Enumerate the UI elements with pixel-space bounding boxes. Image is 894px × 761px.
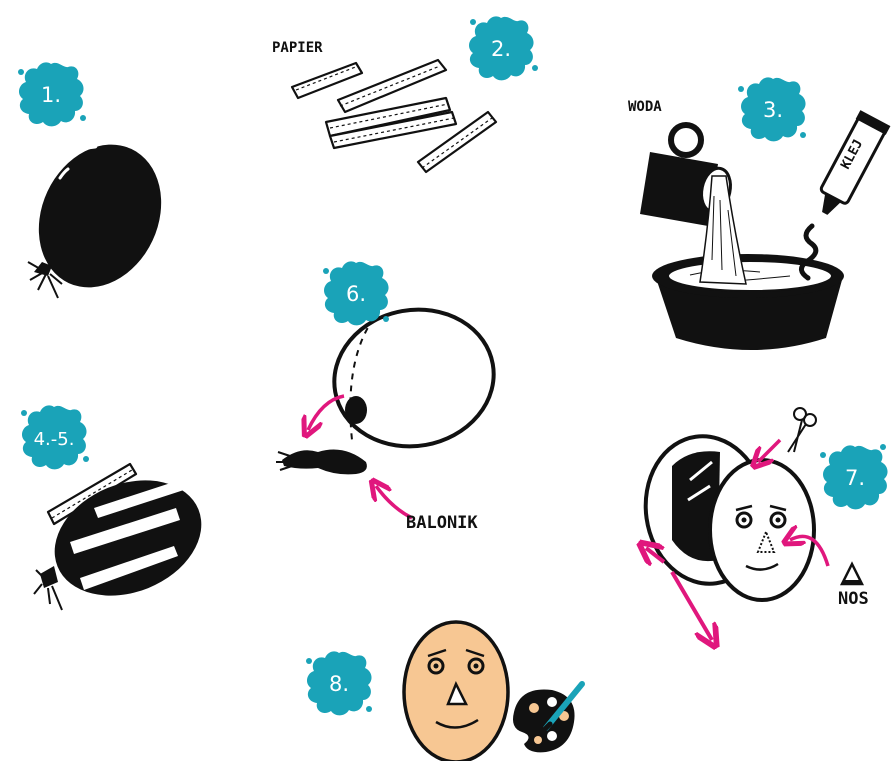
step-badge-1 (18, 62, 86, 126)
step-number-7: 7. (844, 466, 866, 490)
step-4-5-papered-balloon-icon (34, 459, 219, 616)
step-8-painted-mask-icon (404, 622, 582, 761)
step-number-6: 6. (345, 282, 367, 306)
step-number-4-5: 4.-5. (33, 429, 75, 450)
cone-nose-icon (842, 564, 862, 584)
step-1-balloon-icon (16, 124, 184, 307)
step-badge-4-5 (21, 405, 89, 469)
label-balloon: BALONIK (406, 513, 478, 533)
step-badge-7 (820, 444, 888, 509)
palette-icon (513, 689, 575, 752)
step-number-3: 3. (762, 98, 784, 122)
step-badge-2 (469, 16, 538, 80)
step-badge-3 (738, 77, 806, 141)
label-water: WODA (628, 99, 662, 115)
label-glue: KLEJ (838, 137, 867, 172)
label-paper: PAPIER (272, 40, 323, 56)
step-badge-8 (306, 651, 372, 715)
step-2-paper-strips-icon (292, 60, 496, 172)
step-number-2: 2. (490, 37, 512, 61)
step-number-1: 1. (40, 83, 62, 107)
scissors-icon (788, 408, 816, 452)
label-nose: NOS (838, 589, 869, 609)
step-badge-6 (323, 261, 389, 325)
step-number-8: 8. (328, 672, 350, 696)
step-6-deflated-balloon-icon (276, 297, 505, 518)
step-7-cut-mask-icon (636, 408, 862, 640)
